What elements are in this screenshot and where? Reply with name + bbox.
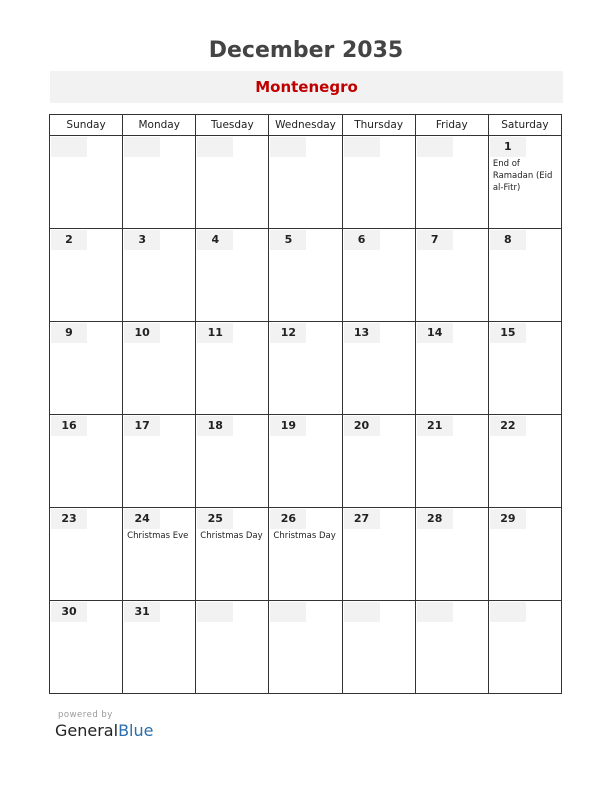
holiday-label: Christmas Day — [200, 531, 263, 541]
day-number-box — [490, 509, 526, 529]
day-number-box — [270, 230, 306, 250]
calendar-day-cell[interactable] — [50, 415, 123, 508]
day-number — [417, 137, 453, 157]
calendar-week-row — [50, 322, 562, 415]
day-number: 7 — [430, 233, 439, 246]
day-number — [197, 602, 233, 622]
day-number-box — [344, 509, 380, 529]
calendar-day-cell[interactable] — [342, 601, 415, 694]
day-number: 26 — [280, 512, 297, 525]
day-number: 22 — [500, 419, 516, 432]
calendar-day-cell[interactable] — [342, 322, 415, 415]
brand-logo[interactable] — [55, 721, 153, 740]
calendar-day-cell[interactable] — [269, 229, 342, 322]
day-number: 2 — [65, 233, 73, 246]
day-number-box — [270, 509, 306, 529]
calendar-day-cell[interactable] — [196, 601, 269, 694]
day-number: 10 — [134, 326, 150, 339]
day-number: 13 — [353, 326, 370, 339]
day-number-box — [417, 230, 453, 250]
day-number-box — [197, 137, 233, 157]
calendar-day-cell[interactable] — [50, 229, 123, 322]
day-number: 1 — [504, 140, 512, 153]
day-number-box — [197, 416, 233, 436]
calendar-day-cell[interactable] — [488, 601, 561, 694]
day-number-box — [51, 323, 87, 343]
day-number-box — [197, 509, 233, 529]
weekday-monday: Monday — [123, 115, 196, 136]
calendar-day-cell[interactable] — [196, 415, 269, 508]
calendar-day-cell[interactable] — [488, 508, 561, 601]
calendar-day-cell[interactable] — [269, 508, 342, 601]
day-number-box — [124, 230, 160, 250]
day-number-box — [270, 602, 306, 622]
day-number-box — [124, 137, 160, 157]
calendar-day-cell[interactable] — [196, 322, 269, 415]
day-number-box — [51, 602, 87, 622]
calendar-day-cell[interactable] — [269, 415, 342, 508]
day-number: 24 — [134, 512, 150, 525]
calendar-day-cell[interactable] — [415, 415, 488, 508]
day-number-box — [344, 602, 380, 622]
day-number-box — [124, 509, 160, 529]
brand-logo-blue: Blue — [118, 721, 154, 740]
calendar-day-cell[interactable] — [488, 415, 561, 508]
day-number — [417, 602, 453, 622]
day-number-box — [197, 230, 233, 250]
day-number-box — [344, 137, 380, 157]
calendar-day-cell[interactable] — [196, 508, 269, 601]
day-number-box — [344, 323, 380, 343]
day-number: 18 — [207, 419, 223, 432]
calendar-day-cell[interactable] — [342, 415, 415, 508]
calendar-week-row — [50, 136, 562, 229]
calendar-day-cell[interactable] — [50, 322, 123, 415]
day-number: 25 — [207, 512, 223, 525]
day-number: 23 — [61, 512, 77, 525]
calendar-day-cell[interactable] — [50, 508, 123, 601]
day-number — [197, 137, 233, 157]
day-number: 3 — [138, 233, 146, 246]
day-number-box — [417, 509, 453, 529]
calendar-day-cell[interactable] — [488, 322, 561, 415]
calendar-day-cell[interactable] — [342, 229, 415, 322]
holiday-label: Christmas Eve — [127, 531, 189, 541]
day-number — [344, 602, 380, 622]
calendar-week-row — [50, 508, 562, 601]
calendar-day-cell[interactable] — [488, 229, 561, 322]
day-number-box — [490, 323, 526, 343]
day-number — [270, 602, 306, 622]
calendar-day-cell[interactable] — [415, 322, 488, 415]
day-number: 20 — [353, 419, 370, 432]
day-number-box — [124, 416, 160, 436]
calendar-day-cell[interactable] — [415, 601, 488, 694]
day-number-box — [270, 416, 306, 436]
page-title: December 2035 — [208, 38, 404, 63]
day-number: 19 — [280, 419, 297, 432]
day-number-box — [197, 602, 233, 622]
calendar-day-cell[interactable] — [342, 508, 415, 601]
calendar-day-cell[interactable] — [415, 229, 488, 322]
day-number: 31 — [134, 605, 150, 618]
day-number: 9 — [65, 326, 73, 339]
day-number-box — [490, 137, 526, 157]
weekday-saturday: Saturday — [488, 115, 561, 136]
calendar-day-cell[interactable] — [342, 136, 415, 229]
calendar-week-row — [50, 601, 562, 694]
day-number: 4 — [211, 233, 220, 246]
day-number — [270, 137, 306, 157]
calendar-week-row — [50, 229, 562, 322]
calendar-day-cell[interactable] — [196, 229, 269, 322]
day-number — [344, 137, 380, 157]
calendar-day-cell[interactable] — [123, 415, 196, 508]
day-number-box — [270, 323, 306, 343]
weekday-friday: Friday — [415, 115, 488, 136]
day-number: 17 — [134, 419, 150, 432]
day-number-box — [51, 137, 87, 157]
brand-logo-general: General — [55, 721, 119, 740]
day-number: 28 — [427, 512, 443, 525]
day-number-box — [490, 416, 526, 436]
calendar-day-cell[interactable] — [415, 508, 488, 601]
day-number: 27 — [353, 512, 370, 525]
weekday-sunday: Sunday — [50, 115, 123, 136]
holiday-label: Christmas Day — [273, 531, 336, 541]
day-number — [51, 137, 87, 157]
calendar-day-cell[interactable] — [123, 136, 196, 229]
calendar-day-cell[interactable] — [123, 229, 196, 322]
day-number: 11 — [207, 326, 223, 339]
day-number: 6 — [357, 233, 366, 246]
day-number: 21 — [427, 419, 443, 432]
calendar-day-cell[interactable] — [123, 601, 196, 694]
day-number-box — [51, 416, 87, 436]
day-number — [490, 602, 526, 622]
calendar-grid — [49, 114, 562, 694]
weekday-tuesday: Tuesday — [196, 115, 269, 136]
calendar-day-cell[interactable] — [488, 136, 561, 229]
calendar-day-cell[interactable] — [415, 136, 488, 229]
day-number: 5 — [284, 233, 293, 246]
day-number-box — [344, 230, 380, 250]
calendar-week-row — [50, 415, 562, 508]
day-number-box — [490, 602, 526, 622]
day-number: 30 — [61, 605, 77, 618]
weekday-wednesday: Wednesday — [269, 115, 342, 136]
day-number-box — [417, 416, 453, 436]
country-banner — [50, 71, 563, 103]
calendar-day-cell[interactable] — [50, 601, 123, 694]
day-number: 12 — [280, 326, 297, 339]
day-number-box — [417, 323, 453, 343]
country-name: Montenegro — [255, 78, 358, 96]
day-number-box — [344, 416, 380, 436]
day-number-box — [417, 602, 453, 622]
day-number-box — [417, 137, 453, 157]
day-number: 8 — [504, 233, 512, 246]
day-number — [124, 137, 160, 157]
calendar-day-cell[interactable] — [196, 136, 269, 229]
day-number-box — [124, 602, 160, 622]
day-number: 14 — [427, 326, 443, 339]
calendar-day-cell[interactable] — [123, 322, 196, 415]
calendar-day-cell[interactable] — [123, 508, 196, 601]
weekday-thursday: Thursday — [342, 115, 415, 136]
day-number-box — [124, 323, 160, 343]
day-number: 15 — [500, 326, 516, 339]
calendar-day-cell[interactable] — [50, 136, 123, 229]
calendar-day-cell[interactable] — [269, 136, 342, 229]
day-number-box — [197, 323, 233, 343]
day-number-box — [270, 137, 306, 157]
day-number-box — [51, 509, 87, 529]
day-number: 29 — [500, 512, 516, 525]
day-number: 16 — [61, 419, 77, 432]
powered-by-label: powered by — [58, 710, 113, 720]
weekday-header-row — [50, 115, 562, 136]
calendar-day-cell[interactable] — [269, 322, 342, 415]
holiday-label: End of Ramadan (Eid al-Fitr) — [492, 159, 553, 193]
day-number-box — [490, 230, 526, 250]
calendar-day-cell[interactable] — [269, 601, 342, 694]
day-number-box — [51, 230, 87, 250]
